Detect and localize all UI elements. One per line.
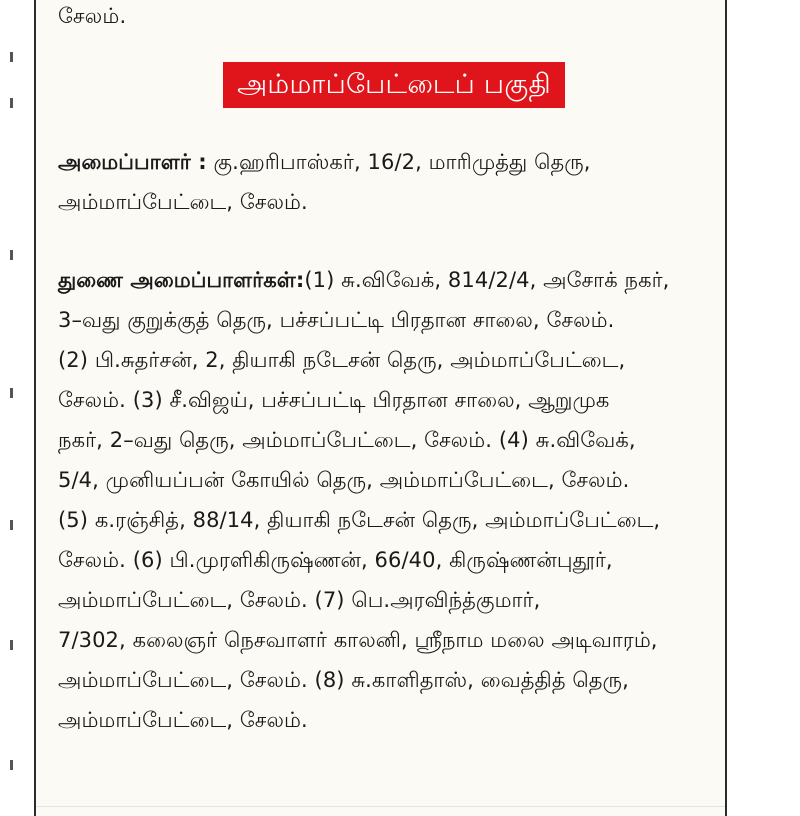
section-heading-wrap	[0, 62, 800, 108]
deputy-line: சேலம். (3) சீ.விஜய், பச்சப்பட்டி பிரதான சாலை, ஆறுமுக	[58, 388, 610, 412]
margin-tick	[10, 250, 13, 260]
margin-tick	[10, 388, 13, 398]
deputy-line: சேலம். (6) பி.முரளிகிருஷ்ணன், 66/40, கிருஷ்ணன்புதூர்,	[58, 548, 613, 572]
organizer-text: கு.ஹரிபாஸ்கர், 16/2, மாரிமுத்து தெரு,	[213, 150, 591, 174]
margin-tick	[10, 52, 13, 62]
organizer-label: அமைப்பாளர் :	[58, 150, 207, 174]
margin-tick	[10, 520, 13, 530]
deputy-line: நகர், 2–வது தெரு, அம்மாப்பேட்டை, சேலம். (4) சு.விவேக்,	[58, 428, 636, 452]
organizer-line-2: அம்மாப்பேட்டை, சேலம்.	[58, 190, 308, 214]
left-margin	[0, 0, 34, 816]
deputy-line: அம்மாப்பேட்டை, சேலம்.	[58, 708, 308, 732]
organizer-line-1	[58, 142, 708, 182]
previous-text-tail: சேலம்.	[58, 4, 127, 28]
deputy-line: அம்மாப்பேட்டை, சேலம். (8) சு.காளிதாஸ், வைத்தித் தெரு,	[58, 668, 629, 692]
deputy-line: 7/302, கலைஞர் நெசவாளர் காலனி, ஸ்ரீநாம மலை அடிவாரம்,	[58, 628, 658, 652]
section-heading: அம்மாப்பேட்டைப் பகுதி	[223, 62, 565, 108]
bottom-divider	[36, 806, 725, 807]
deputy-line: 5/4, முனியப்பன் கோயில் தெரு, அம்மாப்பேட்டை, சேலம்.	[58, 468, 630, 492]
margin-tick	[10, 760, 13, 770]
deputy-line	[58, 260, 708, 300]
deputy-line: (5) க.ரஞ்சித், 88/14, தியாகி நடேசன் தெரு, அம்மாப்பேட்டை,	[58, 508, 661, 532]
margin-tick	[10, 640, 13, 650]
deputy-text: (1) சு.விவேக், 814/2/4, அசோக் நகர்,	[304, 268, 670, 292]
deputy-line: அம்மாப்பேட்டை, சேலம். (7) பெ.அரவிந்த்குமார்,	[58, 588, 541, 612]
organizer-paragraph	[58, 142, 708, 222]
deputy-label: துணை அமைப்பாளர்கள்:	[58, 268, 305, 292]
deputy-line: (2) பி.சுதர்சன், 2, தியாகி நடேசன் தெரு, அம்மாப்பேட்டை,	[58, 348, 626, 372]
deputy-line: 3–வது குறுக்குத் தெரு, பச்சப்பட்டி பிரதான சாலை, சேலம்.	[58, 308, 615, 332]
deputy-paragraph	[58, 260, 708, 740]
